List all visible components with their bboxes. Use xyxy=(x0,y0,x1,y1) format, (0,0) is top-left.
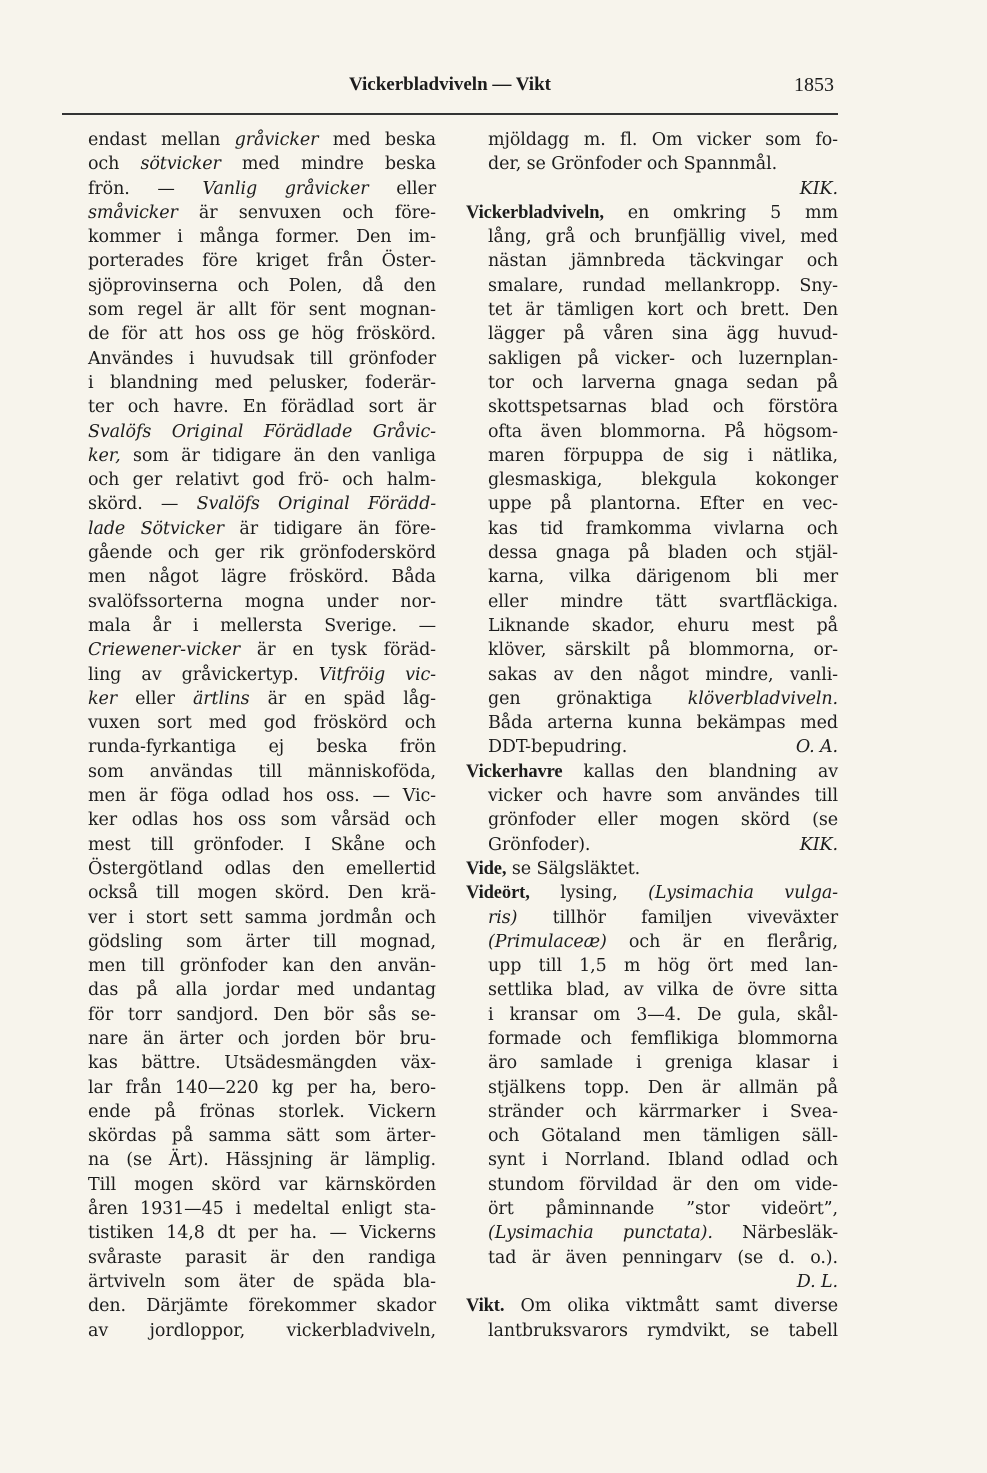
text-line: lång, grå och brunfjällig vivel, med xyxy=(488,227,838,248)
text-line: nare än ärter och jorden bör bru- xyxy=(88,1028,436,1049)
text-line: ter och havre. En förädlad sort är xyxy=(88,397,436,418)
text-line: Svalöfs Original Förädlade Gråvic- xyxy=(88,421,436,442)
text-line: mala år i mellersta Sverige. — xyxy=(88,615,436,636)
text-line: skottspetsarnas blad och förstöra xyxy=(488,397,838,418)
text-line: gödsling som ärter till mognad, xyxy=(88,931,436,952)
left-column xyxy=(88,128,436,1343)
text-line: tad är även penningarv (se d. o.). xyxy=(488,1247,838,1268)
text-line: och Götaland men tämligen säll- xyxy=(488,1126,838,1147)
text-line: men till grönfoder kan den använ- xyxy=(88,956,436,977)
text-line: Vide, se Sälgsläktet. xyxy=(466,858,641,879)
text-line: och ger relativt god frö- och halm- xyxy=(88,470,436,491)
text-line: tet är tämligen kort och brett. Den xyxy=(488,300,838,321)
text-line: glesmaskiga, blekgula kokonger xyxy=(488,470,838,491)
text-line: sakas av den något mindre, vanli- xyxy=(488,664,838,685)
text-line: grönfoder eller mogen skörd (se xyxy=(488,810,838,831)
text-line: åren 1931—45 i medeltal enligt sta- xyxy=(88,1199,436,1220)
text-line: karna, vilka därigenom bli mer xyxy=(488,567,838,588)
text-line: das på alla jordar med undantag xyxy=(88,980,436,1001)
text-line: formade och femflikiga blommorna xyxy=(488,1028,838,1049)
text-line: men något lägre fröskörd. Båda xyxy=(88,567,436,588)
text-line: gen grönaktiga klöverbladviveln. xyxy=(488,688,838,709)
text-line: stundom förvildad är den om vide- xyxy=(488,1174,838,1195)
text-line: vicker och havre som användes till xyxy=(488,786,838,807)
text-line: skördas på samma sätt som ärter- xyxy=(88,1126,436,1147)
text-line: ver i stort sett samma jordmån och xyxy=(88,907,436,928)
text-line: ker, som är tidigare än den vanliga xyxy=(88,445,436,466)
text-line: i kransar om 3—4. De gula, skål- xyxy=(488,1004,838,1025)
text-line: de för att hos oss ge hög fröskörd. xyxy=(88,324,436,345)
text-line: Grönfoder). KIK. xyxy=(488,834,838,855)
text-line: Vickerbladviveln, en omkring 5 mm xyxy=(466,202,838,223)
text-line: dessa gnaga på bladen och stjäl- xyxy=(488,543,838,564)
text-line: runda-fyrkantiga ej beska frön xyxy=(88,737,436,758)
text-line: frön. — Vanlig gråvicker eller xyxy=(88,178,436,199)
text-line: Till mogen skörd var kärnskörden xyxy=(88,1174,436,1195)
text-line: vuxen sort med god fröskörd och xyxy=(88,713,436,734)
text-line: lade Sötvicker är tidigare än före- xyxy=(88,518,436,539)
text-line: der, se Grönfoder och Spannmål. xyxy=(488,154,778,175)
text-line: DDT-bepudring. O. A. xyxy=(488,737,838,758)
text-line: kas tid framkomma vivlarna och xyxy=(488,518,838,539)
text-line: lar från 140—220 kg per ha, bero- xyxy=(88,1077,436,1098)
text-line: mest till grönfoder. I Skåne och xyxy=(88,834,436,855)
text-line: ling av gråvickertyp. Vitfröig vic- xyxy=(88,664,436,685)
text-line: svalöfssorterna mogna under nor- xyxy=(88,591,436,612)
text-line: Östergötland odlas den emellertid xyxy=(88,858,436,879)
text-line: stränder och kärrmarker i Svea- xyxy=(488,1101,838,1122)
text-line: av jordloppor, vickerbladviveln, xyxy=(88,1320,436,1341)
page-number: 1853 xyxy=(794,74,834,96)
running-header xyxy=(62,68,838,104)
text-line: småvicker är senvuxen och före- xyxy=(88,202,436,223)
text-line: Användes i huvudsak till grönfoder xyxy=(88,348,436,369)
text-line: och sötvicker med mindre beska xyxy=(88,154,436,175)
text-line: kas bättre. Utsädesmängden väx- xyxy=(88,1053,436,1074)
text-line: sakligen på vicker- och luzernplan- xyxy=(488,348,838,369)
text-line: tor och larverna gnaga sedan på xyxy=(488,372,838,393)
text-line: KIK. xyxy=(799,178,838,199)
text-line: ofta även blommorna. På högsom- xyxy=(488,421,838,442)
text-line: lantbruksvarors rymdvikt, se tabell xyxy=(488,1320,838,1341)
text-line: lägger på våren sina ägg huvud- xyxy=(488,324,838,345)
text-line: ris) tillhör familjen viveväxter xyxy=(488,907,838,928)
text-line: i blandning med pelusker, foderär- xyxy=(88,372,436,393)
text-line: ker odlas hos oss som vårsäd och xyxy=(88,810,436,831)
text-line: tistiken 14,8 dt per ha. — Vickerns xyxy=(88,1223,436,1244)
text-line: också till mogen skörd. Den krä- xyxy=(88,883,436,904)
text-line: nästan jämnbreda täckvingar och xyxy=(488,251,838,272)
text-line: na (se Ärt). Hässjning är lämplig. xyxy=(88,1150,436,1171)
text-line: ört påminnande ”stor videört”, xyxy=(488,1199,838,1220)
right-column xyxy=(466,128,838,1343)
text-line: ärtviveln som äter de späda bla- xyxy=(88,1271,436,1292)
text-line: Liknande skador, ehuru mest på xyxy=(488,615,838,636)
text-line: porterades före kriget från Öster- xyxy=(88,251,436,272)
text-line: eller mindre tätt svartfläckiga. xyxy=(488,591,838,612)
text-line: Criewener-vicker är en tysk föräd- xyxy=(88,640,436,661)
text-line: mjöldagg m. fl. Om vicker som fo- xyxy=(488,130,838,150)
text-line: den. Därjämte förekommer skador xyxy=(88,1296,436,1317)
text-line: Vickerhavre kallas den blandning av xyxy=(466,761,838,782)
text-line: som regel är allt för sent mognan- xyxy=(88,300,436,321)
text-line: settlika blad, av vilka de övre sitta xyxy=(488,980,838,1001)
text-line: men är föga odlad hos oss. — Vic- xyxy=(88,786,436,807)
header-rule xyxy=(62,113,838,115)
text-line: (Primulaceæ) och är en flerårig, xyxy=(488,931,838,952)
text-line: som användas till människoföda, xyxy=(88,761,436,782)
text-line: gående och ger rik grönfoderskörd xyxy=(88,543,436,564)
text-line: (Lysimachia punctata). Närbesläk- xyxy=(488,1223,839,1244)
text-line: ende på frönas storlek. Vickern xyxy=(88,1101,436,1122)
text-line: smalare, rundad mellankropp. Sny- xyxy=(488,275,838,296)
text-line: Båda arterna kunna bekämpas med xyxy=(488,713,838,734)
text-line: stjälkens topp. Den är allmän på xyxy=(488,1077,838,1098)
text-line: skörd. — Svalöfs Original Förädd- xyxy=(88,494,437,515)
text-line: Videört, lysing, (Lysimachia vulga- xyxy=(466,883,838,904)
header-title: Vickerbladviveln — Vikt xyxy=(349,74,551,95)
text-line: D. L. xyxy=(796,1271,838,1292)
text-line: för torr sandjord. Den bör sås se- xyxy=(88,1004,436,1025)
text-line: kommer i många former. Den im- xyxy=(88,227,436,248)
text-line: uppe på plantorna. Efter en vec- xyxy=(488,494,838,515)
text-line: upp till 1,5 m hög ört med lan- xyxy=(488,956,838,977)
text-line: svåraste parasit är den randiga xyxy=(88,1247,436,1268)
text-line: äro samlade i greniga klasar i xyxy=(488,1053,838,1074)
text-line: ker eller ärtlins är en späd låg- xyxy=(88,688,437,709)
text-line: endast mellan gråvicker med beska xyxy=(88,130,436,150)
text-line: Vikt. Om olika viktmått samt diverse xyxy=(466,1296,838,1317)
text-line: maren förpuppa de sig i nätlika, xyxy=(488,445,838,466)
text-line: klöver, särskilt på blommorna, or- xyxy=(488,640,838,661)
text-line: sjöprovinserna och Polen, då den xyxy=(88,275,436,296)
text-line: synt i Norrland. Ibland odlad och xyxy=(488,1150,838,1171)
